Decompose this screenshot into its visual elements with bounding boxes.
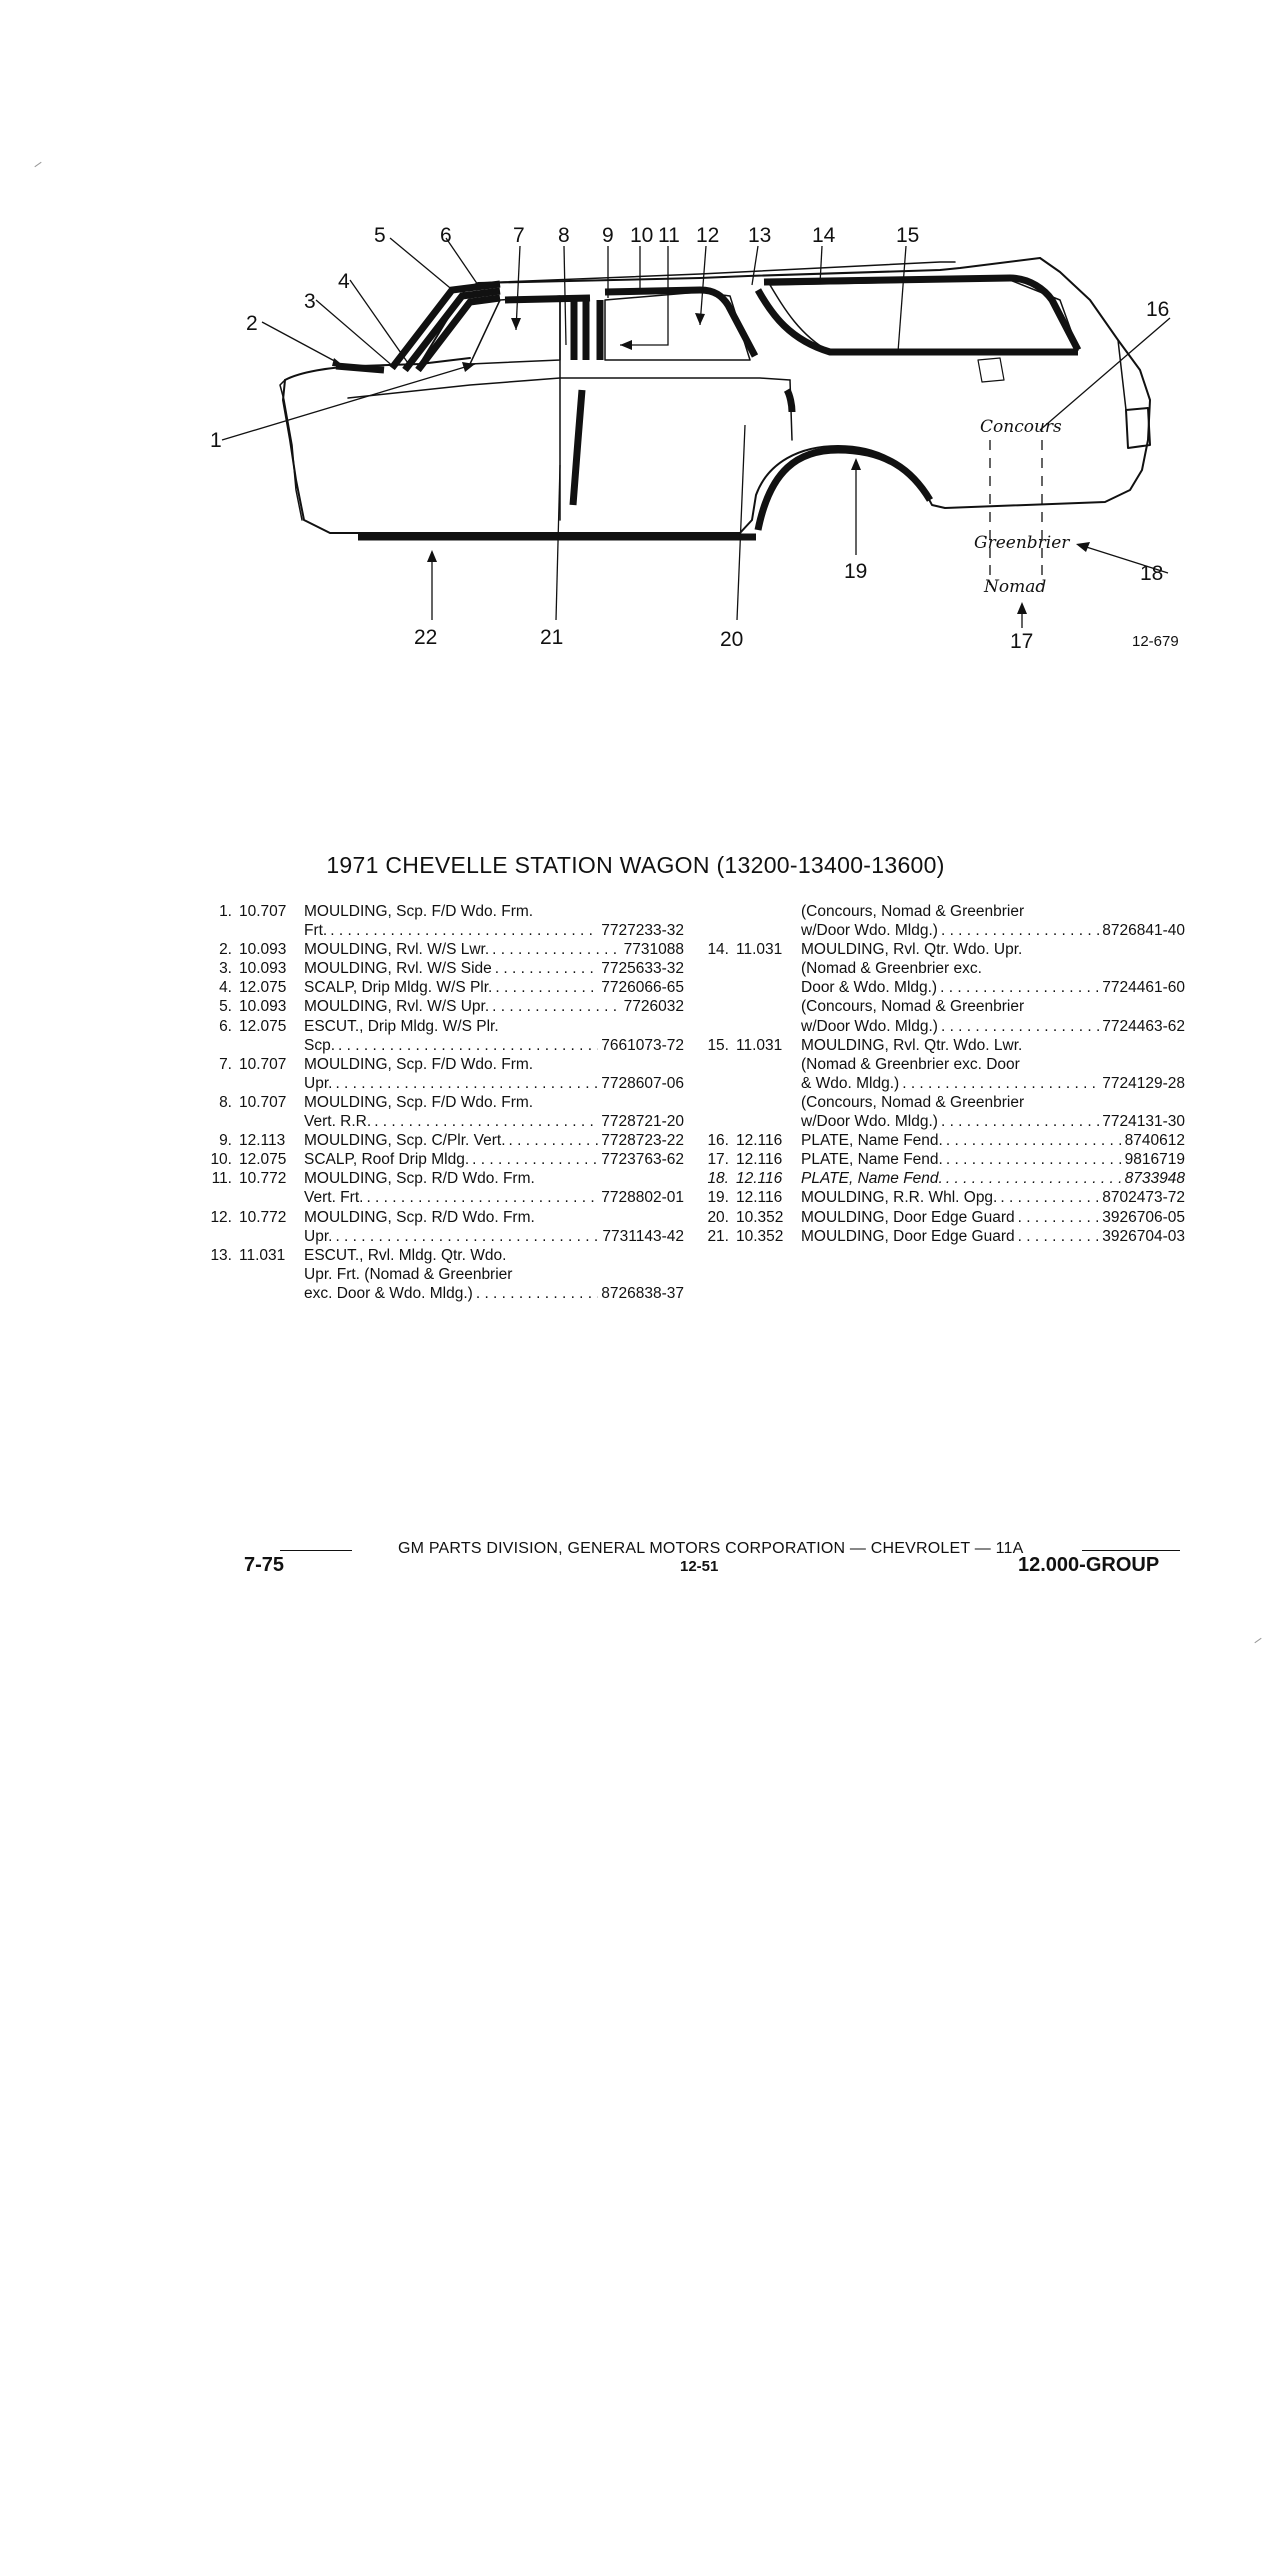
part-description: MOULDING, Scp. R/D Wdo. Frm. — [304, 1208, 535, 1226]
parts-list-right — [703, 902, 1185, 1246]
callout-8: 8 — [558, 224, 570, 247]
part-description: MOULDING, Scp. F/D Wdo. Frm. — [304, 903, 534, 920]
part-group: 10.352 — [736, 1208, 784, 1226]
parts-list-left — [206, 902, 684, 1303]
part-number: 19. — [707, 1189, 729, 1207]
part-line — [304, 997, 684, 1016]
part-description: PLATE, Name Fend. — [801, 1151, 943, 1169]
rear-bumper — [1126, 408, 1150, 448]
quarter-window — [770, 280, 1078, 352]
part-group: 10.772 — [239, 1170, 287, 1188]
part-number: 7. — [219, 1055, 232, 1073]
emblem-greenbrier: Greenbrier — [974, 533, 1070, 553]
part-line — [801, 1188, 1185, 1207]
part-line — [801, 978, 1185, 997]
leader-dots — [476, 1284, 598, 1303]
part-item — [206, 940, 684, 959]
part-item — [206, 902, 684, 940]
part-item — [206, 1246, 684, 1303]
part-number: 14. — [707, 941, 729, 959]
part-catalog-number: 7723763-62 — [601, 1151, 684, 1169]
part-line — [304, 940, 684, 959]
part-line — [304, 1188, 684, 1207]
part-number: 2. — [219, 941, 232, 959]
part-line — [801, 1017, 1185, 1036]
leader-dots — [492, 997, 621, 1016]
part-line — [304, 1265, 684, 1284]
part-number: 3. — [219, 960, 232, 978]
part-group: 12.075 — [239, 1151, 287, 1169]
part-catalog-number: 7725633-32 — [601, 960, 684, 978]
part-group: 10.093 — [239, 960, 287, 978]
part-item — [703, 902, 1185, 940]
part-group: 10.772 — [239, 1208, 287, 1226]
part-catalog-number: 8726838-37 — [601, 1284, 684, 1302]
part-number: 10. — [210, 1151, 232, 1169]
part-description: Upr. — [304, 1227, 333, 1245]
part-description: MOULDING, Door Edge Guard — [801, 1208, 1015, 1226]
part-item — [206, 1055, 684, 1093]
callout-20: 20 — [720, 628, 744, 651]
belt-line — [348, 378, 790, 398]
page-number-mid: 12-51 — [680, 1558, 719, 1575]
part-number: 15. — [707, 1036, 729, 1054]
part-group: 10.707 — [239, 1055, 287, 1073]
leader-dots — [495, 959, 599, 978]
part-description: w/Door Wdo. Mldg.) — [801, 1017, 938, 1035]
part-number: 21. — [707, 1227, 729, 1245]
part-group: 12.116 — [736, 1132, 783, 1150]
part-description: w/Door Wdo. Mldg.) — [801, 922, 938, 940]
callout-1: 1 — [210, 429, 222, 452]
part-description: (Concours, Nomad & Greenbrier — [801, 1093, 1025, 1111]
part-group: 12.116 — [736, 1170, 783, 1188]
part-group: 10.093 — [239, 998, 287, 1016]
page-number-left: 7-75 — [244, 1554, 285, 1576]
part-description: MOULDING, R.R. Whl. Opg. — [801, 1189, 998, 1207]
leader-dots — [1018, 1208, 1100, 1227]
part-line — [801, 940, 1185, 959]
part-number: 9. — [219, 1132, 232, 1150]
part-line — [304, 921, 684, 940]
part-item — [206, 1017, 684, 1055]
part-description: Door & Wdo. Mldg.) — [801, 979, 938, 997]
callout-19: 19 — [844, 560, 868, 583]
part-line — [801, 1169, 1185, 1188]
callout-17: 17 — [1010, 630, 1034, 653]
part-item — [703, 1208, 1185, 1227]
part-group: 10.352 — [736, 1227, 784, 1245]
part-group: 11.031 — [736, 941, 783, 959]
leader-dots — [941, 1112, 1099, 1131]
part-description: MOULDING, Scp. R/D Wdo. Frm. — [304, 1170, 535, 1188]
part-catalog-number: 7724461-60 — [1102, 979, 1185, 997]
part-description: ESCUT., Rvl. Mldg. Qtr. Wdo. — [304, 1246, 507, 1264]
part-group: 10.093 — [239, 941, 287, 959]
part-number: 6. — [219, 1017, 232, 1035]
callout-14: 14 — [812, 224, 836, 247]
arrowheads — [332, 313, 1090, 614]
leader-dots — [940, 978, 1099, 997]
part-catalog-number: 8740612 — [1124, 1132, 1185, 1150]
part-line — [304, 1284, 684, 1303]
part-description: (Concours, Nomad & Greenbrier — [801, 903, 1025, 920]
leader-dots — [330, 921, 598, 940]
callout-3: 3 — [304, 290, 316, 313]
part-item — [703, 1131, 1185, 1150]
part-group: 10.707 — [239, 903, 287, 920]
part-item — [206, 1169, 684, 1207]
part-item — [703, 1188, 1185, 1207]
part-description: MOULDING, Rvl. Qtr. Wdo. Lwr. — [801, 1036, 1023, 1054]
part-catalog-number: 8733948 — [1124, 1170, 1185, 1188]
part-line — [304, 978, 684, 997]
part-description: Scp. — [304, 1036, 336, 1054]
part-line — [801, 1208, 1185, 1227]
part-line — [801, 959, 1185, 978]
leader-dots — [941, 1017, 1099, 1036]
callout-9: 9 — [602, 224, 614, 247]
part-description: Upr. — [304, 1074, 333, 1092]
front-door-window — [470, 296, 560, 364]
part-line — [801, 1036, 1185, 1055]
part-line — [801, 902, 1185, 921]
part-line — [801, 1074, 1185, 1093]
leader-dots — [335, 1074, 598, 1093]
part-line — [304, 1150, 684, 1169]
part-item — [206, 959, 684, 978]
callout-22: 22 — [414, 626, 438, 649]
part-catalog-number: 9816719 — [1124, 1151, 1185, 1169]
leader-dots — [366, 1188, 598, 1207]
part-number: 5. — [219, 998, 232, 1016]
leader-dots — [509, 1131, 599, 1150]
part-group: 10.707 — [239, 1093, 287, 1111]
part-item — [206, 1093, 684, 1131]
part-group: 11.031 — [736, 1036, 783, 1054]
part-catalog-number: 7728721-20 — [601, 1113, 684, 1131]
part-group: 12.075 — [239, 1017, 287, 1035]
part-description: SCALP, Roof Drip Mldg. — [304, 1151, 470, 1169]
emblem-nomad: Nomad — [984, 577, 1047, 597]
part-description: ESCUT., Drip Mldg. W/S Plr. — [304, 1017, 499, 1035]
callout-21: 21 — [540, 626, 564, 649]
part-catalog-number: 8702473-72 — [1102, 1189, 1185, 1207]
leader-dots — [946, 1169, 1122, 1188]
part-group: 11.031 — [239, 1246, 286, 1264]
part-item — [703, 1036, 1185, 1131]
part-description: MOULDING, Rvl. W/S Side — [304, 960, 492, 978]
page-group: 12.000-GROUP — [1018, 1554, 1160, 1576]
part-line — [801, 1131, 1185, 1150]
footer-text: GM PARTS DIVISION, GENERAL MOTORS CORPORATION — CHEVROLET — 11A — [398, 1540, 1024, 1557]
footer-rule-right — [1082, 1550, 1180, 1551]
part-number: 20. — [707, 1208, 729, 1226]
part-catalog-number: 7724131-30 — [1102, 1113, 1185, 1131]
callout-6: 6 — [440, 224, 452, 247]
leader-dots — [338, 1036, 598, 1055]
part-description: w/Door Wdo. Mldg.) — [801, 1113, 938, 1131]
part-line — [304, 1055, 684, 1074]
callout-7: 7 — [513, 224, 525, 247]
emblem-dashes — [990, 440, 1042, 585]
leader-dots — [374, 1112, 598, 1131]
part-line — [801, 1055, 1185, 1074]
part-group: 12.075 — [239, 979, 287, 997]
part-line — [801, 1227, 1185, 1246]
part-item — [206, 1150, 684, 1169]
part-line — [304, 1036, 684, 1055]
callout-10: 10 — [630, 224, 654, 247]
part-line — [304, 1208, 684, 1227]
part-catalog-number: 8726841-40 — [1102, 922, 1185, 940]
part-number: 17. — [707, 1151, 729, 1169]
callout-13: 13 — [748, 224, 772, 247]
part-catalog-number: 7661073-72 — [601, 1036, 684, 1054]
part-line — [304, 1131, 684, 1150]
part-number: 11. — [211, 1170, 232, 1188]
part-number: 13. — [210, 1246, 232, 1264]
part-description: MOULDING, Rvl. W/S Upr. — [304, 998, 490, 1016]
part-description: MOULDING, Scp. F/D Wdo. Frm. — [304, 1093, 534, 1111]
callout-4: 4 — [338, 270, 350, 293]
moulding-strips — [336, 278, 1078, 537]
part-description: Vert. Frt. — [304, 1189, 364, 1207]
part-line — [304, 902, 684, 921]
scan-speck — [1254, 1638, 1261, 1643]
part-line — [801, 1093, 1185, 1112]
part-line — [304, 1017, 684, 1036]
part-number: 12. — [210, 1208, 232, 1226]
footer-rule-left — [280, 1550, 352, 1551]
part-catalog-number: 3926704-03 — [1102, 1227, 1185, 1245]
part-line — [304, 1227, 684, 1246]
part-group: 12.116 — [736, 1151, 783, 1169]
callout-15: 15 — [896, 224, 920, 247]
part-item — [206, 1131, 684, 1150]
part-description: MOULDING, Scp. C/Plr. Vert. — [304, 1132, 506, 1150]
part-item — [206, 1208, 684, 1246]
part-catalog-number: 7728802-01 — [601, 1189, 684, 1207]
part-description: Upr. Frt. (Nomad & Greenbrier — [304, 1265, 513, 1283]
wagon-moulding-diagram — [0, 0, 1271, 720]
leader-dots — [492, 940, 621, 959]
part-catalog-number: 7731143-42 — [602, 1227, 684, 1245]
leader-dots — [472, 1150, 598, 1169]
part-catalog-number: 7724463-62 — [1102, 1017, 1185, 1035]
part-description: PLATE, Name Fend. — [801, 1132, 943, 1150]
part-catalog-number: 7728607-06 — [601, 1074, 684, 1092]
part-description: MOULDING, Rvl. Qtr. Wdo. Upr. — [801, 941, 1023, 959]
part-line — [304, 1093, 684, 1112]
part-description: (Concours, Nomad & Greenbrier — [801, 998, 1025, 1016]
part-description: SCALP, Drip Mldg. W/S Plr. — [304, 979, 493, 997]
callout-11: 11 — [658, 224, 680, 247]
part-line — [801, 1150, 1185, 1169]
fuel-door — [978, 358, 1004, 382]
part-line — [304, 1169, 684, 1188]
part-item — [206, 997, 684, 1016]
part-group: 12.113 — [239, 1132, 286, 1150]
part-number: 8. — [219, 1093, 232, 1111]
part-description: (Nomad & Greenbrier exc. — [801, 960, 982, 978]
leader-dots — [946, 1150, 1122, 1169]
part-number: 18. — [707, 1170, 729, 1188]
part-catalog-number: 7727233-32 — [601, 922, 684, 940]
part-number: 4. — [219, 979, 232, 997]
part-description: MOULDING, Door Edge Guard — [801, 1227, 1015, 1245]
leader-dots — [1000, 1188, 1099, 1207]
emblem-concours: Concours — [980, 417, 1062, 437]
leader-dots — [946, 1131, 1122, 1150]
part-number: 16. — [707, 1132, 729, 1150]
part-description: & Wdo. Mldg.) — [801, 1074, 900, 1092]
part-description: PLATE, Name Fend. — [801, 1170, 943, 1188]
callout-5: 5 — [374, 224, 386, 247]
callout-12: 12 — [696, 224, 720, 247]
wagon-side-view — [0, 0, 1271, 720]
part-line — [304, 959, 684, 978]
part-catalog-number: 7731088 — [623, 941, 684, 959]
part-line — [801, 921, 1185, 940]
part-description: (Nomad & Greenbrier exc. Door — [801, 1055, 1020, 1073]
part-catalog-number: 3926706-05 — [1102, 1208, 1185, 1226]
part-description: MOULDING, Scp. F/D Wdo. Frm. — [304, 1055, 534, 1073]
part-catalog-number: 7726066-65 — [601, 979, 684, 997]
page-title: 1971 CHEVELLE STATION WAGON (13200-13400-13600) — [326, 852, 945, 878]
part-line — [801, 997, 1185, 1016]
body-outline — [283, 258, 1150, 533]
part-description: exc. Door & Wdo. Mldg.) — [304, 1284, 473, 1302]
part-item — [703, 1227, 1185, 1246]
part-number: 1. — [219, 903, 232, 920]
part-description: Frt. — [304, 922, 328, 940]
part-group: 12.116 — [736, 1189, 783, 1207]
leader-dots — [335, 1227, 599, 1246]
leader-dots — [941, 921, 1099, 940]
part-line — [304, 1074, 684, 1093]
part-catalog-number: 7728723-22 — [601, 1132, 684, 1150]
callout-2: 2 — [246, 312, 258, 335]
leader-dots — [1018, 1227, 1100, 1246]
leader-dots — [495, 978, 598, 997]
part-description: Vert. R.R. — [304, 1113, 372, 1131]
part-line — [304, 1246, 684, 1265]
figure-number: 12-679 — [1132, 633, 1179, 650]
callout-16: 16 — [1146, 298, 1170, 321]
part-item — [703, 940, 1185, 1035]
part-item — [703, 1150, 1185, 1169]
leader-dots — [902, 1074, 1099, 1093]
part-catalog-number: 7726032 — [623, 998, 684, 1016]
part-description: MOULDING, Rvl. W/S Lwr. — [304, 941, 490, 959]
part-line — [801, 1112, 1185, 1131]
part-line — [304, 1112, 684, 1131]
part-item — [206, 978, 684, 997]
part-catalog-number: 7724129-28 — [1102, 1074, 1185, 1092]
callout-18: 18 — [1140, 562, 1164, 585]
part-item — [703, 1169, 1185, 1188]
